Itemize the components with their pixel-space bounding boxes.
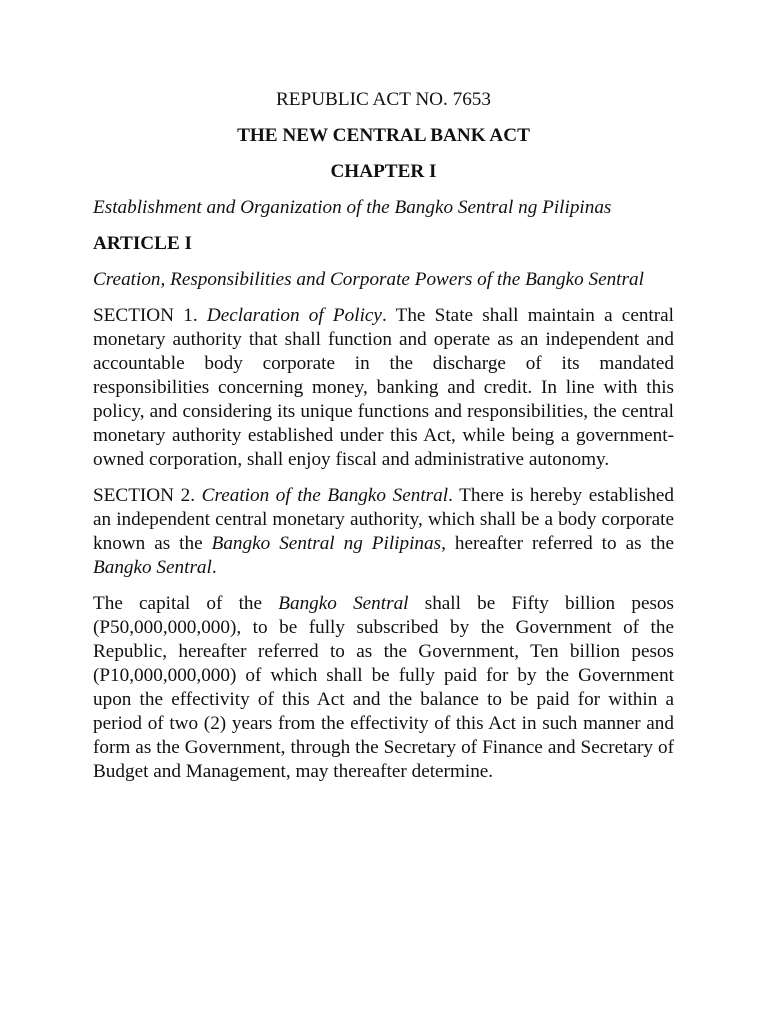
section-1-text: . The State shall maintain a central monetary authority that shall function and operate as an independent and accountable body corporate in the discharge of its mandated responsibilities concerning money, banking and credit. In line with this policy, and considering its unique functions and responsibilities, the central monetary authority established under this Act, while being a government-owned corporation, shall enjoy fiscal and administrative autonomy. xyxy=(93,305,674,470)
section-2-paragraph xyxy=(93,484,674,580)
section-2-label: SECTION 2. xyxy=(93,485,202,506)
section-1-heading: Declaration of Policy xyxy=(206,305,382,326)
chapter-heading: CHAPTER I xyxy=(330,161,437,182)
chapter-subtitle: Establishment and Organization of the Bangko Sentral ng Pilipinas xyxy=(93,197,612,218)
act-title: THE NEW CENTRAL BANK ACT xyxy=(237,125,530,146)
capital-text-b: shall be Fifty billion pesos (P50,000,000,000), to be fully subscribed by the Government of the Republic, hereafter referred to as the Government, Ten billion pesos (P10,000,000,000) of which shall be fully paid for by the Government upon the effectivity of this Act and the balance to be paid for within a period of two (2) years from the effectivity of this Act in such manner and form as the Government, through the Secretary of Finance and Secretary of Budget and Management, may thereafter determine. xyxy=(93,593,674,782)
section-2-name-short: Bangko Sentral xyxy=(93,557,212,578)
article-subtitle: Creation, Responsibilities and Corporate Powers of the Bangko Sentral xyxy=(93,269,644,290)
capital-text-a: The capital of the xyxy=(93,593,279,614)
section-2-text-c: . xyxy=(211,557,217,578)
capital-paragraph xyxy=(93,592,674,784)
section-1-paragraph xyxy=(93,304,674,472)
section-2-text-a: . There is hereby established an independent central monetary authority, which shall be a body corporate known as the xyxy=(93,485,674,554)
section-2-text-b: hereafter referred to as the xyxy=(445,533,674,554)
article-heading: ARTICLE I xyxy=(93,233,193,254)
act-number: REPUBLIC ACT NO. 7653 xyxy=(276,89,491,110)
section-2-name-full: Bangko Sentral ng Pilipinas, xyxy=(211,533,446,554)
section-1-label: SECTION 1. xyxy=(93,305,207,326)
document-page xyxy=(93,88,674,796)
capital-name: Bangko Sentral xyxy=(278,593,409,614)
section-2-heading: Creation of the Bangko Sentral xyxy=(201,485,449,506)
